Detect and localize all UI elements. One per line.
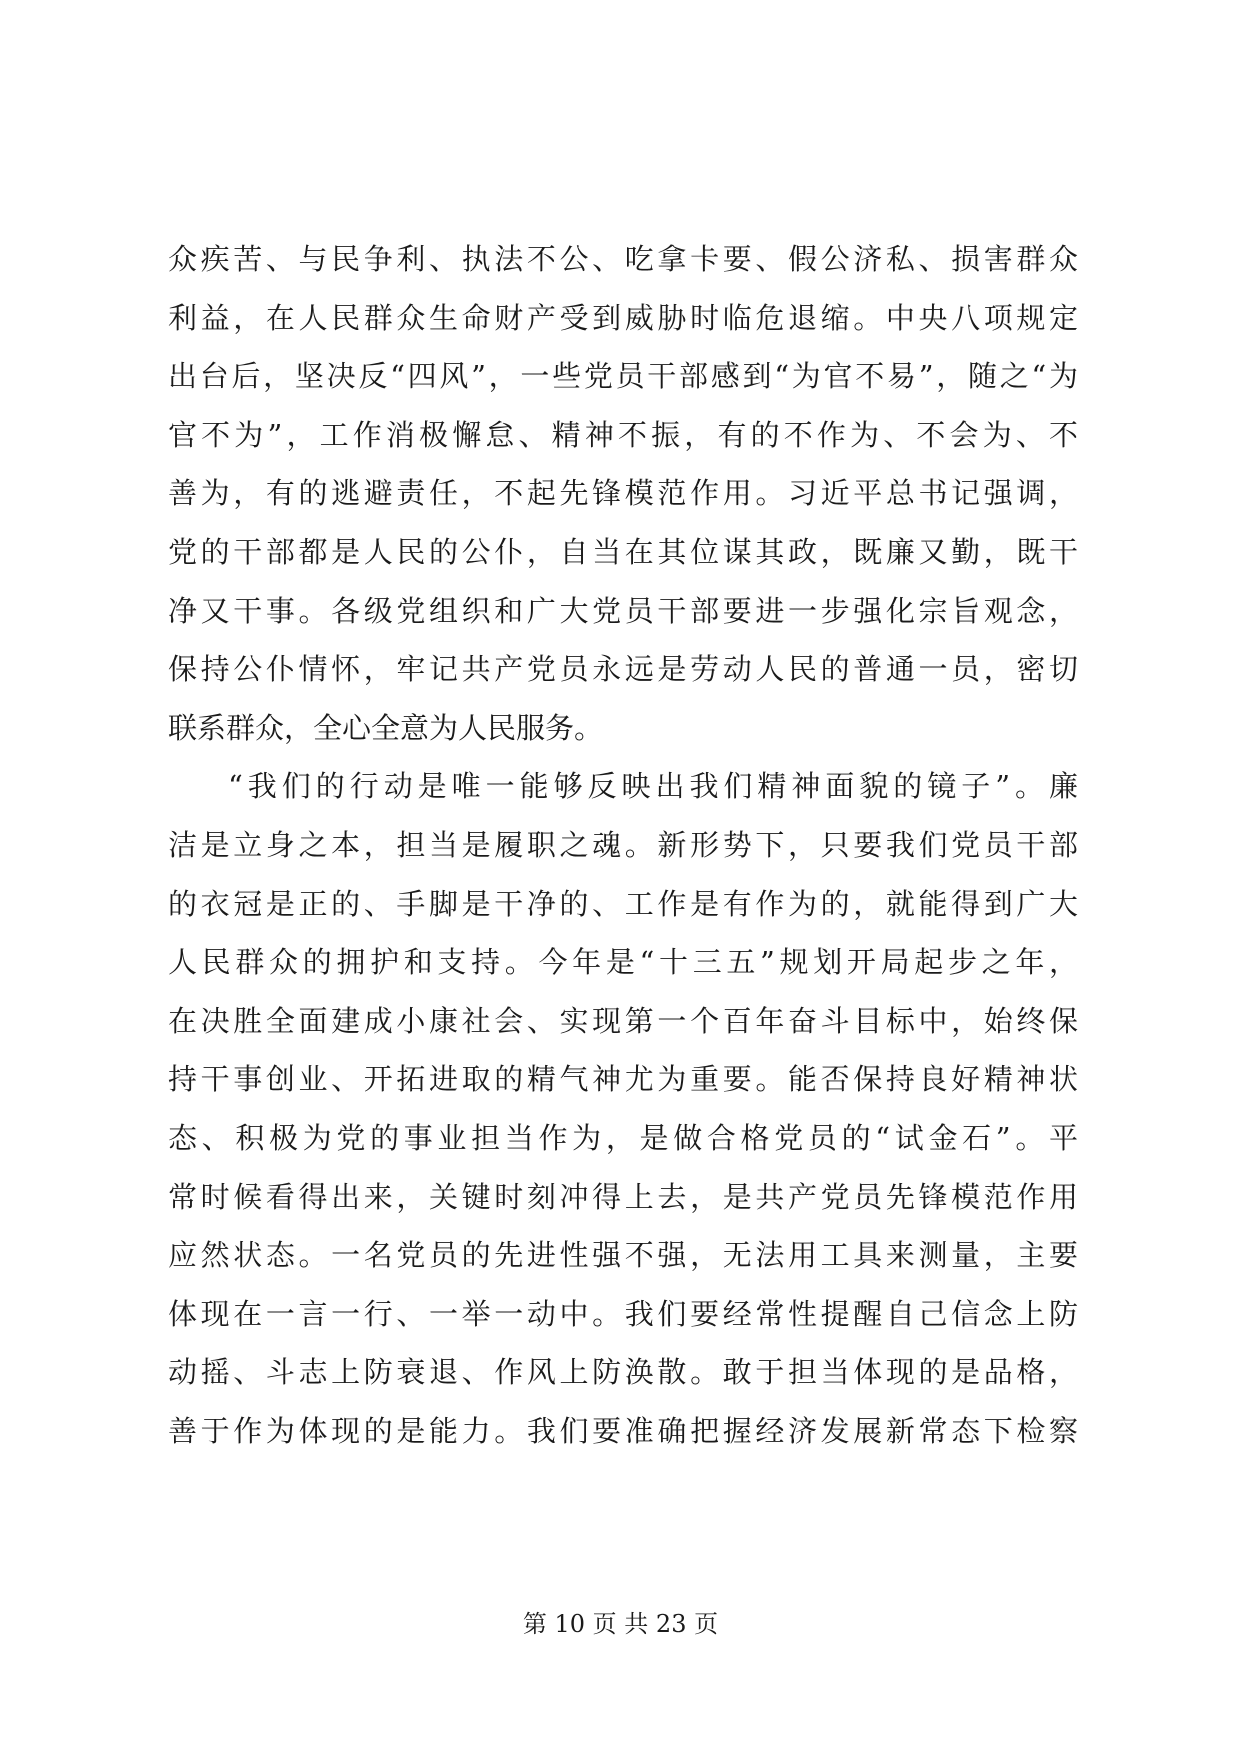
body-text <box>168 230 1078 1460</box>
text-line: 动摇、斗志上防衰退、作风上防涣散。敢于担当体现的是品格， <box>168 1355 1078 1390</box>
text-line: 体现在一言一行、一举一动中。我们要经常性提醒自己信念上防 <box>168 1296 1078 1331</box>
page-footer <box>0 1608 1241 1640</box>
text-line: 出台后，坚决反“四风”，一些党员干部感到“为官不易”，随之“为 <box>168 359 1078 394</box>
text-line: 善为，有的逃避责任，不起先锋模范作用。习近平总书记强调， <box>168 476 1078 511</box>
text-line: 态、积极为党的事业担当作为，是做合格党员的“试金石”。平 <box>168 1120 1078 1155</box>
text-line: 持干事创业、开拓进取的精气神尤为重要。能否保持良好精神状 <box>168 1062 1078 1097</box>
text-line: 洁是立身之本，担当是履职之魂。新形势下，只要我们党员干部 <box>168 827 1078 862</box>
text-line: “我们的行动是唯一能够反映出我们精神面貌的镜子”。廉 <box>228 769 1078 804</box>
text-line: 在决胜全面建成小康社会、实现第一个百年奋斗目标中，始终保 <box>168 1003 1078 1038</box>
text-line: 联系群众，全心全意为人民服务。 <box>168 710 604 745</box>
text-line: 党的干部都是人民的公仆，自当在其位谋其政，既廉又勤，既干 <box>168 534 1078 569</box>
text-line: 应然状态。一名党员的先进性强不强，无法用工具来测量，主要 <box>168 1238 1078 1273</box>
text-line: 官不为”，工作消极懈怠、精神不振，有的不作为、不会为、不 <box>168 417 1078 452</box>
text-line: 的衣冠是正的、手脚是干净的、工作是有作为的，就能得到广大 <box>168 886 1078 921</box>
text-line: 人民群众的拥护和支持。今年是“十三五”规划开局起步之年， <box>168 945 1078 980</box>
text-line: 众疾苦、与民争利、执法不公、吃拿卡要、假公济私、损害群众 <box>168 242 1078 276</box>
text-line: 常时候看得出来，关键时刻冲得上去，是共产党员先锋模范作用 <box>168 1179 1078 1214</box>
text-line: 净又干事。各级党组织和广大党员干部要进一步强化宗旨观念， <box>168 593 1078 628</box>
text-line: 利益，在人民群众生命财产受到威胁时临危退缩。中央八项规定 <box>168 300 1078 335</box>
text-line: 保持公仆情怀，牢记共产党员永远是劳动人民的普通一员，密切 <box>168 652 1078 687</box>
text-line: 善于作为体现的是能力。我们要准确把握经济发展新常态下检察 <box>168 1413 1078 1448</box>
page-number-label: 第 10 页 共 23 页 <box>522 1610 719 1638</box>
